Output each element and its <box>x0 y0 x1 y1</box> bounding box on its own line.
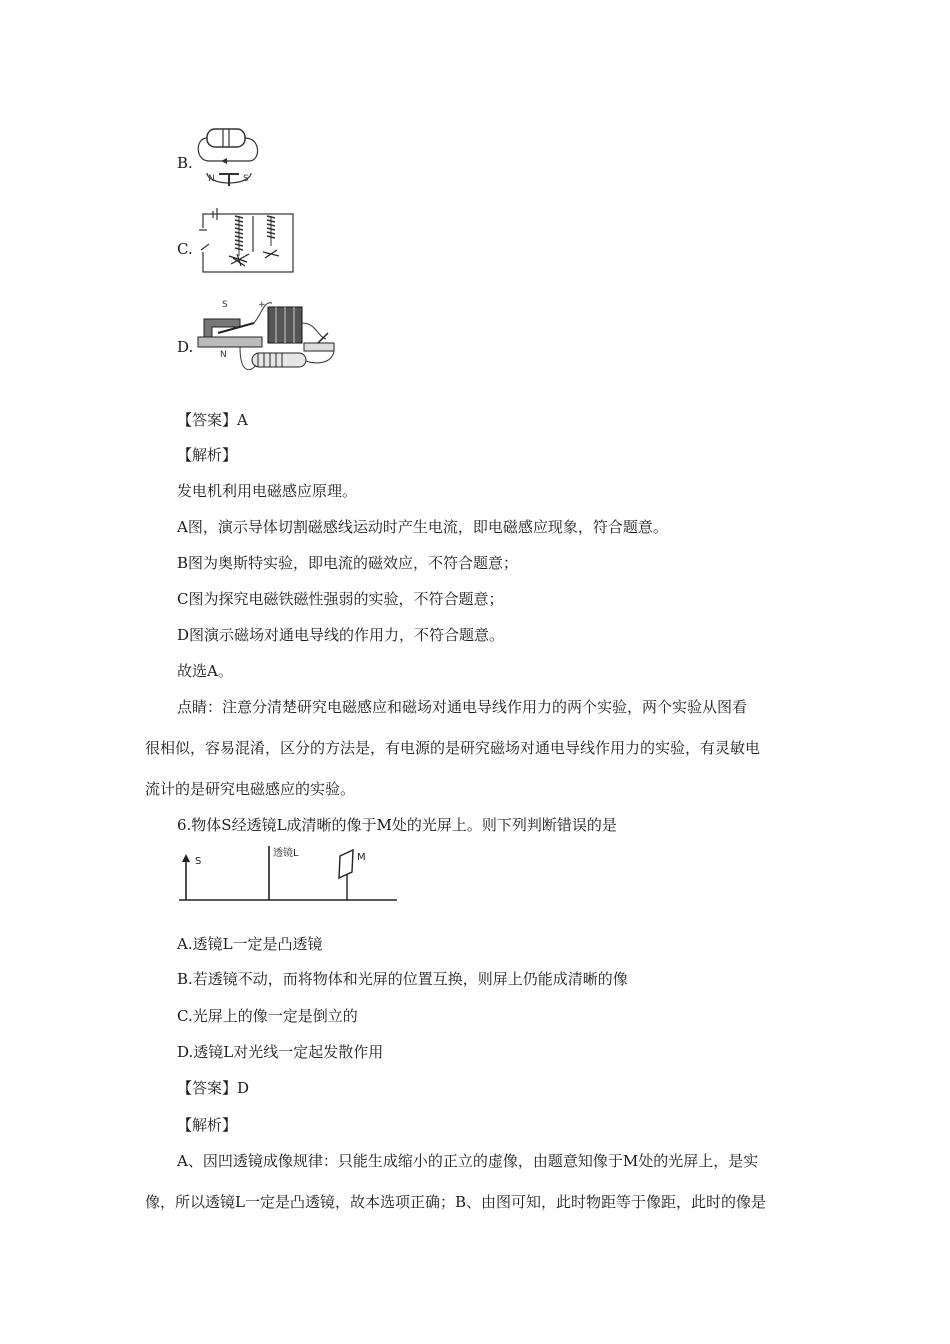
q6-analysis-line: 像，所以透镜L一定是凸透镜，故本选项正确；B、由图可知，此时物距等于像距，此时的像是 <box>145 1193 766 1211</box>
svg-text:S: S <box>195 856 202 867</box>
q6-option-d: D.透镜L对光线一定起发散作用 <box>177 1043 384 1061</box>
q5-answer: 【答案】A <box>177 411 248 429</box>
option-d-label: D. <box>177 338 194 356</box>
q5-note-line: 流计的是研究电磁感应的实验。 <box>145 780 356 798</box>
svg-text:N: N <box>208 174 215 184</box>
electromagnet-experiment-figure <box>195 208 297 276</box>
q6-analysis-heading: 【解析】 <box>177 1116 238 1134</box>
q6-option-b: B.若透镜不动，而将物体和光屏的位置互换，则屏上仍能成清晰的像 <box>177 970 628 988</box>
q5-analysis-line: C图为探究电磁铁磁性强弱的实验，不符合题意； <box>177 590 504 608</box>
motor-principle-figure <box>192 293 346 379</box>
q6-answer: 【答案】D <box>177 1079 250 1097</box>
q5-analysis-line: B图为奥斯特实验，即电流的磁效应，不符合题意； <box>177 554 519 572</box>
svg-text:S: S <box>243 174 249 184</box>
q5-analysis-line: 故选A。 <box>177 662 233 680</box>
q5-analysis-line: 发电机利用电磁感应原理。 <box>177 482 358 500</box>
oersted-experiment-figure <box>193 123 265 193</box>
option-b-label: B. <box>177 154 193 172</box>
svg-text:M: M <box>357 852 366 863</box>
q6-option-a: A.透镜L一定是凸透镜 <box>177 935 323 953</box>
q6-question-stem: 6.物体S经透镜L成清晰的像于M处的光屏上。则下列判断错误的是 <box>177 816 617 834</box>
option-c-label: C. <box>177 240 193 258</box>
q6-analysis-line: A、因凹透镜成像规律：只能生成缩小的正立的虚像，由题意知像于M处的光屏上，是实 <box>177 1152 759 1170</box>
svg-text:S: S <box>222 300 228 310</box>
q5-analysis-line: A图，演示导体切割磁感线运动时产生电流，即电磁感应现象，符合题意。 <box>177 518 668 536</box>
q5-analysis-line: D图演示磁场对通电导线的作用力，不符合题意。 <box>177 626 505 644</box>
q5-note-line: 很相似，容易混淆，区分的方法是，有电源的是研究磁场对通电导线作用力的实验，有灵敏电 <box>145 739 761 757</box>
q5-note-line: 点睛：注意分清楚研究电磁感应和磁场对通电导线作用力的两个实验，两个实验从图看 <box>177 698 748 716</box>
q5-analysis-heading: 【解析】 <box>177 446 238 464</box>
lens-imaging-figure <box>177 842 401 904</box>
q6-option-c: C.光屏上的像一定是倒立的 <box>177 1007 358 1025</box>
svg-text:透镜L: 透镜L <box>273 848 299 859</box>
svg-text:+: + <box>258 300 266 310</box>
svg-text:N: N <box>220 350 227 360</box>
